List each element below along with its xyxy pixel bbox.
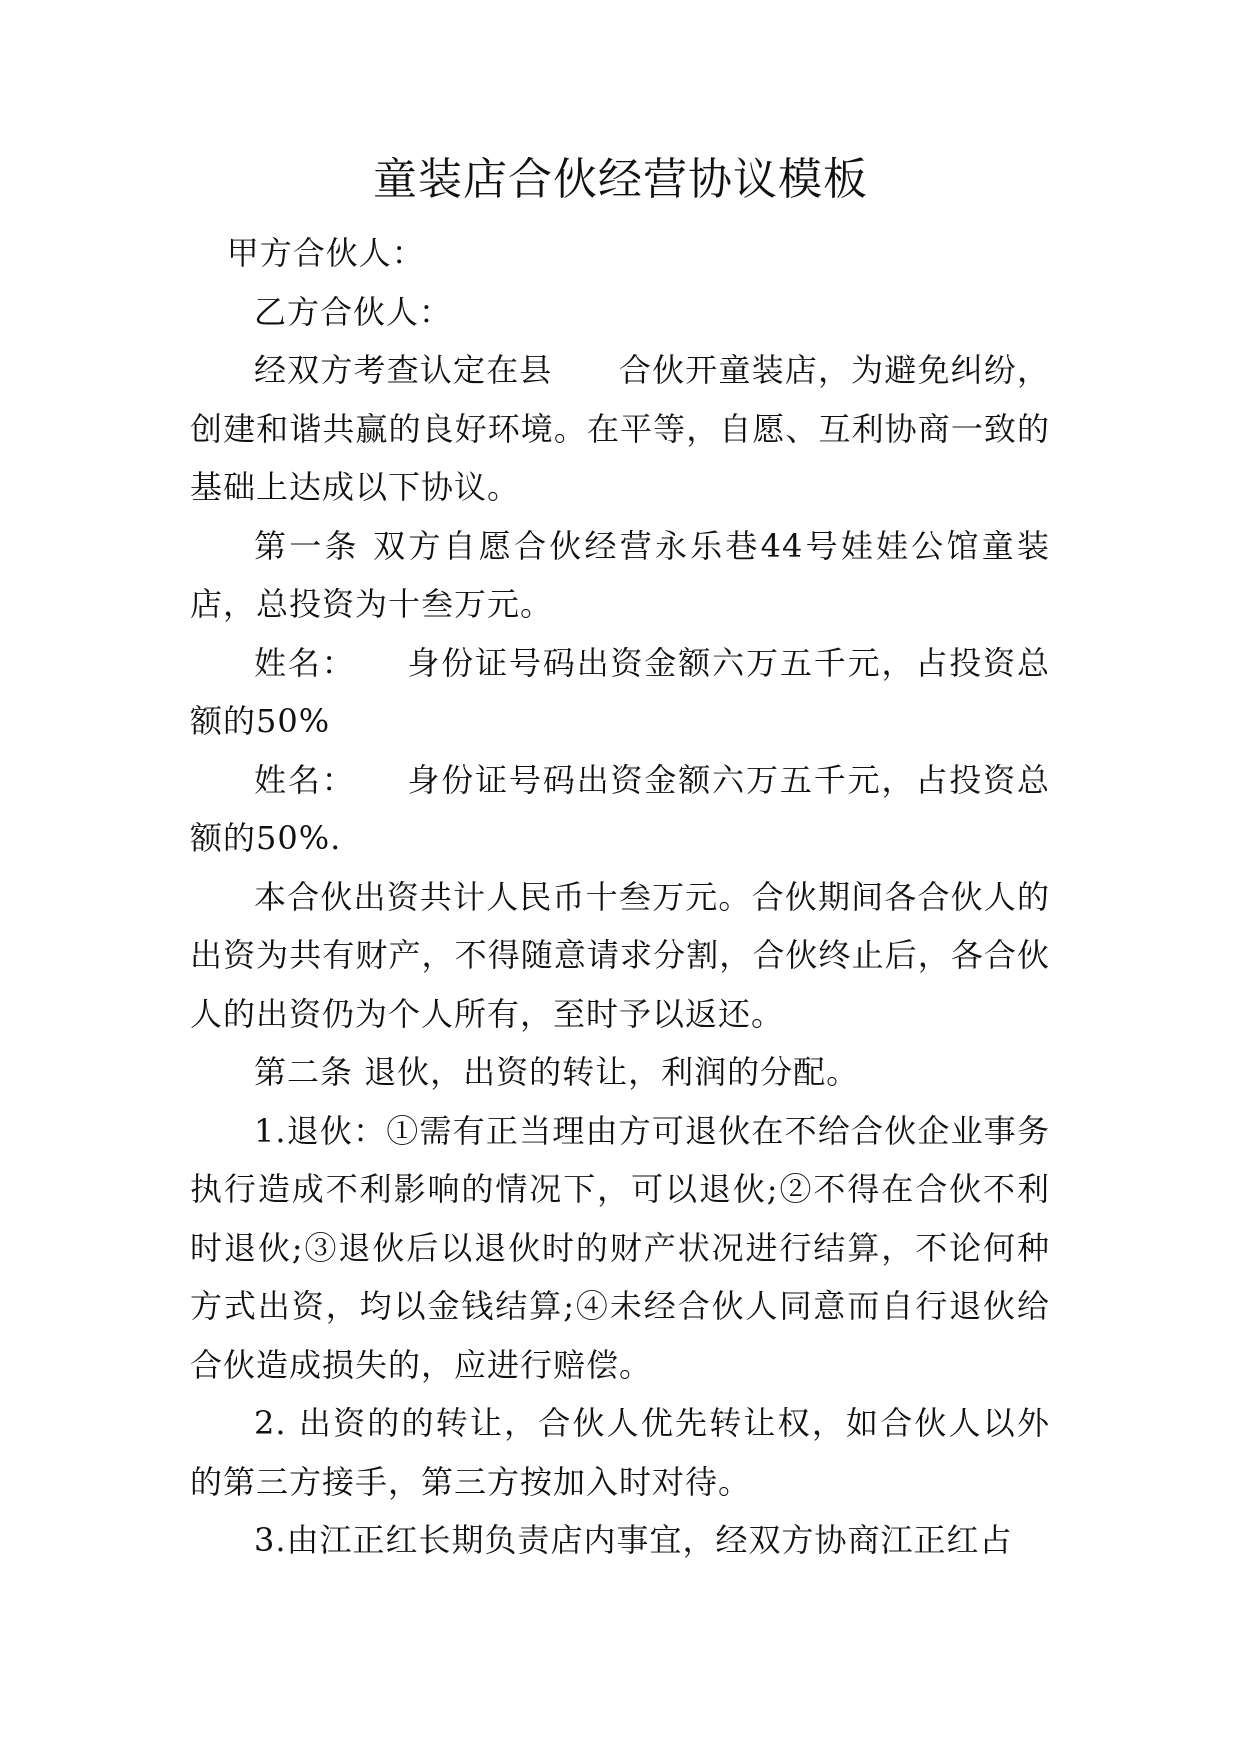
capital-paragraph: 本合伙出资共计人民币十叁万元。合伙期间各合伙人的出资为共有财产，不得随意请求分割，合伙终止后，各合伙人的出资仍为个人所有，至时予以返还。 xyxy=(190,877,1050,1033)
withdrawal-clause: 1.退伙：①需有正当理由方可退伙在不给合伙企业事务执行造成不利影响的情况下，可以退伙;②不得在合伙不利时退伙;③退伙后以退伙时的财产状况进行结算，不论何种方式出资，均以金钱结算;④未经合伙人同意而自行退伙给合伙造成损失的，应进行赔偿。 xyxy=(190,1111,1050,1384)
partner-two-investment: 姓名： 身份证号码出资金额六万五千元，占投资总额的50%. xyxy=(190,760,1050,857)
document-body xyxy=(190,224,1050,1570)
article-two-heading: 第二条 退伙，出资的转让，利润的分配。 xyxy=(254,1053,860,1091)
party-b-line: 乙方合伙人： xyxy=(254,292,453,331)
transfer-clause: 2. 出资的的转让，合伙人优先转让权，如合伙人以外的第三方接手，第三方按加入时对待。 xyxy=(190,1404,1050,1501)
document-title: 童装店合伙经营协议模板 xyxy=(373,154,868,205)
article-one-paragraph: 第一条 双方自愿合伙经营永乐巷44号娃娃公馆童装店，总投资为十叁万元。 xyxy=(190,526,1050,623)
partner-one-investment: 姓名： 身份证号码出资金额六万五千元，占投资总额的50% xyxy=(190,643,1050,740)
party-a-line: 甲方合伙人： xyxy=(226,234,425,272)
management-clause: 3.由江正红长期负责店内事宜，经双方协商江正红占 xyxy=(254,1521,1013,1559)
preamble-paragraph: 经双方考查认定在县 合伙开童装店，为避免纠纷，创建和谐共赢的良好环境。在平等，自愿、互利协商一致的基础上达成以下协议。 xyxy=(190,351,1050,506)
